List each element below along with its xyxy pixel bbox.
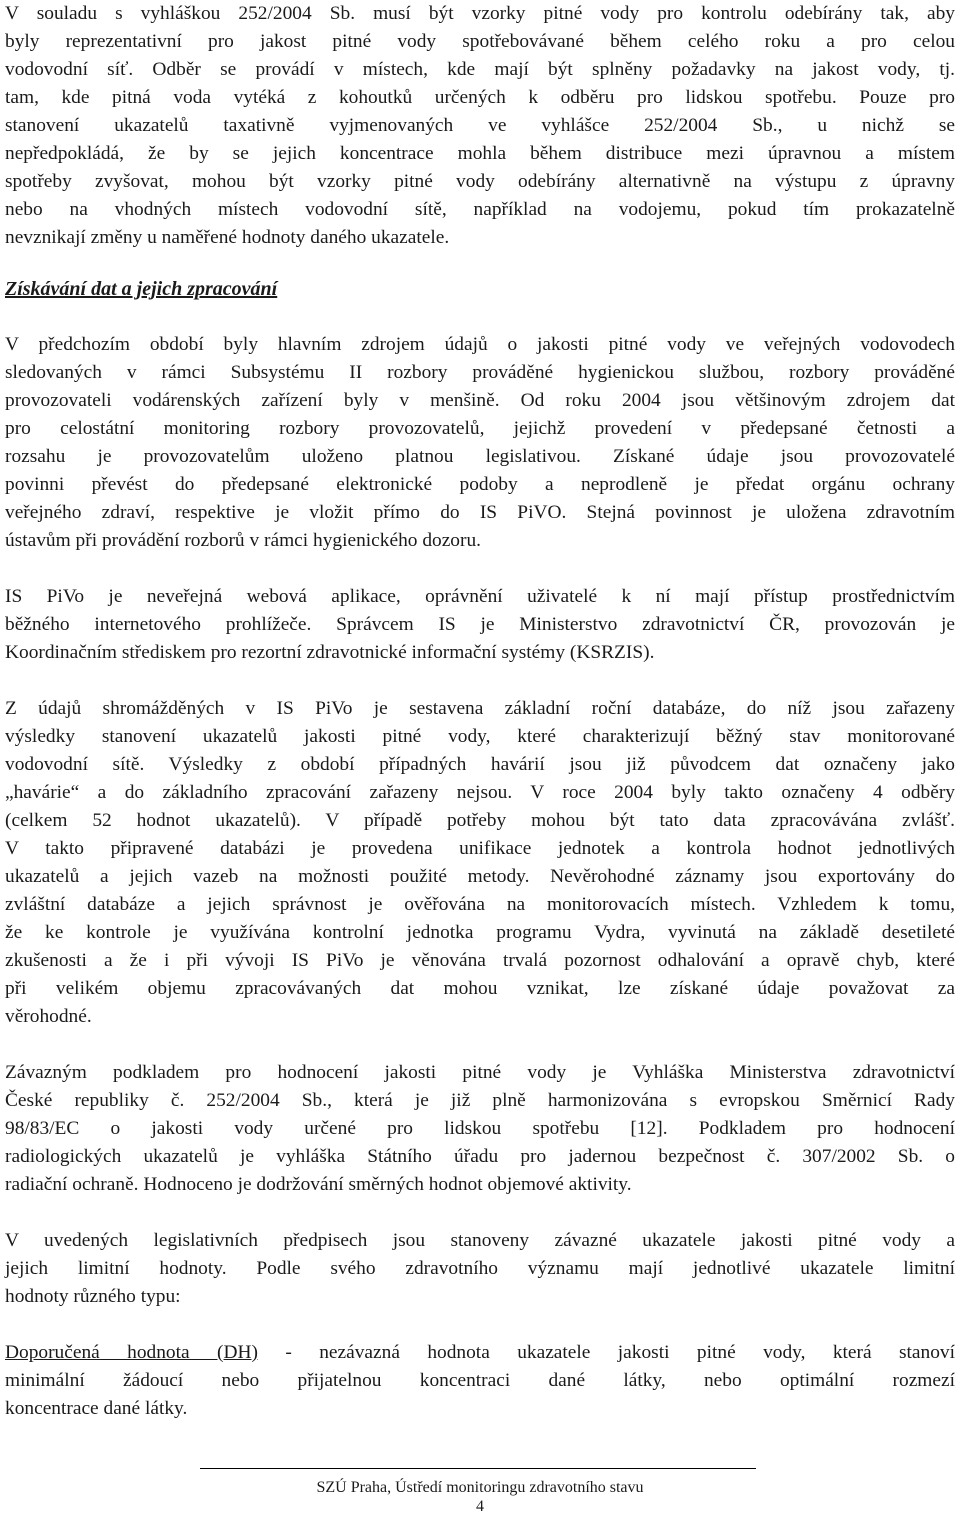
text-line: spotřeby zvyšovat, mohou být vzorky pitné vody odebírány alternativně na výstupu z úpravny — [5, 171, 955, 192]
footer-divider — [200, 1468, 756, 1469]
text-line: ústavům při provádění rozborů v rámci hygienického dozoru. — [5, 530, 482, 551]
text-line: Závazným podkladem pro hodnocení jakosti pitné vody je Vyhláška Ministerstva zdravotnictví — [5, 1062, 955, 1083]
text-line: radiační ochraně. Hodnoceno je dodržování směrných hodnot objemové aktivity. — [5, 1174, 632, 1195]
text-line: Koordinačním střediskem pro rezortní zdravotnické informační systémy (KSRZIS). — [5, 642, 655, 663]
text-line: Z údajů shromážděných v IS PiVo je sestavena základní roční databáze, do níž jsou zařazeny — [5, 698, 955, 719]
paragraph-recommended-value — [5, 1339, 955, 1423]
text-line: IS PiVo je neveřejná webová aplikace, oprávnění uživatelé k ní mají přístup prostřednictvím — [5, 586, 955, 607]
text-line: koncentrace dané látky. — [5, 1398, 188, 1419]
text-line: České republiky č. 252/2004 Sb., která je již plně harmonizována s evropskou Směrnicí Rady — [5, 1090, 955, 1111]
paragraph-is-pivo — [5, 583, 955, 667]
text-line: nepředpokládá, že by se jejich koncentrace mohla během distribuce mezi úpravnou a místem — [5, 143, 955, 164]
text-line: sledovaných v rámci Subsystému II rozbory prováděné hygienickou službou, rozbory prováděné — [5, 362, 955, 383]
text-line: ukazatelů a jejich vazeb na možnosti použité metody. Nevěrohodné záznamy jsou exportovány do — [5, 866, 955, 887]
text-line: minimální žádoucí nebo přijatelnou koncentraci dané látky, nebo optimální rozmezí — [5, 1370, 955, 1391]
text-line: „havárie“ a do základního zpracování zařazeny nejsou. V roce 2004 byly takto označeny 4 odběry — [5, 782, 955, 803]
text-line: povinni převést do předepsané elektronické podoby a neprodleně je předat orgánu ochrany — [5, 474, 955, 495]
text-line: běžného internetového prohlížeče. Správcem IS je Ministerstvo zdravotnictví ČR, provozován je — [5, 614, 955, 635]
paragraph-database — [5, 695, 955, 1031]
text-line: V předchozím období byly hlavním zdrojem údajů o jakosti pitné vody ve veřejných vodovodech — [5, 334, 955, 355]
text-line: výsledky stanovení ukazatelů jakosti pitné vody, které charakterizují běžný stav monitorované — [5, 726, 955, 747]
text-line: provozovateli vodárenských zařízení byly v menšině. Od roku 2004 jsou většinovým zdrojem dat — [5, 390, 955, 411]
text-line: veřejného zdraví, respektive je vložit přímo do IS PiVO. Stejná povinnost je uložena zdravotním — [5, 502, 955, 523]
paragraph-data-sources — [5, 331, 955, 555]
text-line: vodovodní sítě. Výsledky z období případných havárií jsou již původcem dat označeny jako — [5, 754, 955, 775]
term-definition: - nezávazná hodnota ukazatele jakosti pitné vody, která stanoví — [257, 1342, 956, 1363]
text-line: V souladu s vyhláškou 252/2004 Sb. musí být vzorky pitné vody pro kontrolu odebírány tak, aby — [5, 3, 955, 24]
text-line: věrohodné. — [5, 1006, 92, 1027]
footer-institution: SZÚ Praha, Ústředí monitoringu zdravotního stavu — [316, 1479, 644, 1496]
text-line: V uvedených legislativních předpisech jsou stanoveny závazné ukazatele jakosti pitné vody a — [5, 1230, 955, 1251]
text-line: (celkem 52 hodnot ukazatelů). V případě potřeby mohou být tato data zpracovávána zvlášť. — [5, 810, 955, 831]
text-line: zkušenosti a že i při vývoji IS PiVo je věnována trvalá pozornost odhalování a opravě chyb, které — [5, 950, 955, 971]
text-line: při velikém objemu zpracovávaných dat mohou vznikat, lze získané údaje považovat za — [5, 978, 955, 999]
text-line: V takto připravené databázi je provedena unifikace jednotek a kontrola hodnot jednotlivých — [5, 838, 955, 859]
section-heading: Získávání dat a jejich zpracování — [5, 278, 278, 300]
term-recommended-value: Doporučená hodnota (DH) — [5, 1342, 258, 1363]
text-line: vodovodní síť. Odběr se provádí v místech, kde mají být splněny požadavky na jakost vody, tj. — [5, 59, 955, 80]
text-line: stanovení ukazatelů taxativně vyjmenovaných ve vyhlášce 252/2004 Sb., u nichž se — [5, 115, 955, 136]
text-line: nevznikají změny u naměřené hodnoty daného ukazatele. — [5, 227, 450, 248]
text-line: rozsahu je provozovatelům uloženo platnou legislativou. Získané údaje jsou provozovatelé — [5, 446, 955, 467]
page-number: 4 — [476, 1498, 484, 1515]
text-line: zvláštní databáze a jejich správnost je ověřována na monitorovacích místech. Vzhledem k tomu, — [5, 894, 955, 915]
text-line: nebo na vhodných místech vodovodní sítě, například na vodojemu, pokud tím prokazatelně — [5, 199, 955, 220]
text-line: hodnoty různého typu: — [5, 1286, 181, 1307]
text-line: jejich limitní hodnoty. Podle svého zdravotního významu mají jednotlivé ukazatele limitní — [5, 1258, 955, 1279]
text-line: 98/83/EC o jakosti vody určené pro lidskou spotřebu [12]. Podkladem pro hodnocení — [5, 1118, 955, 1139]
text-line: že ke kontrole je využívána kontrolní jednotka programu Vydra, vyvinutá na základě desetileté — [5, 922, 955, 943]
paragraph-legislation — [5, 1059, 955, 1199]
paragraph-sampling — [5, 0, 955, 252]
text-line: radiologických ukazatelů je vyhláška Státního úřadu pro jadernou bezpečnost č. 307/2002 Sb. o — [5, 1146, 955, 1167]
text-line: pro celostátní monitoring rozbory provozovatelů, jejichž provedení v předepsané četnosti a — [5, 418, 955, 439]
text-line: tam, kde pitná voda vytéká z kohoutků určených k odběru pro lidskou spotřebu. Pouze pro — [5, 87, 955, 108]
text-line — [5, 1339, 955, 1367]
text-line: byly reprezentativní pro jakost pitné vody spotřebovávané během celého roku a pro celou — [5, 31, 955, 52]
paragraph-limits — [5, 1227, 955, 1311]
